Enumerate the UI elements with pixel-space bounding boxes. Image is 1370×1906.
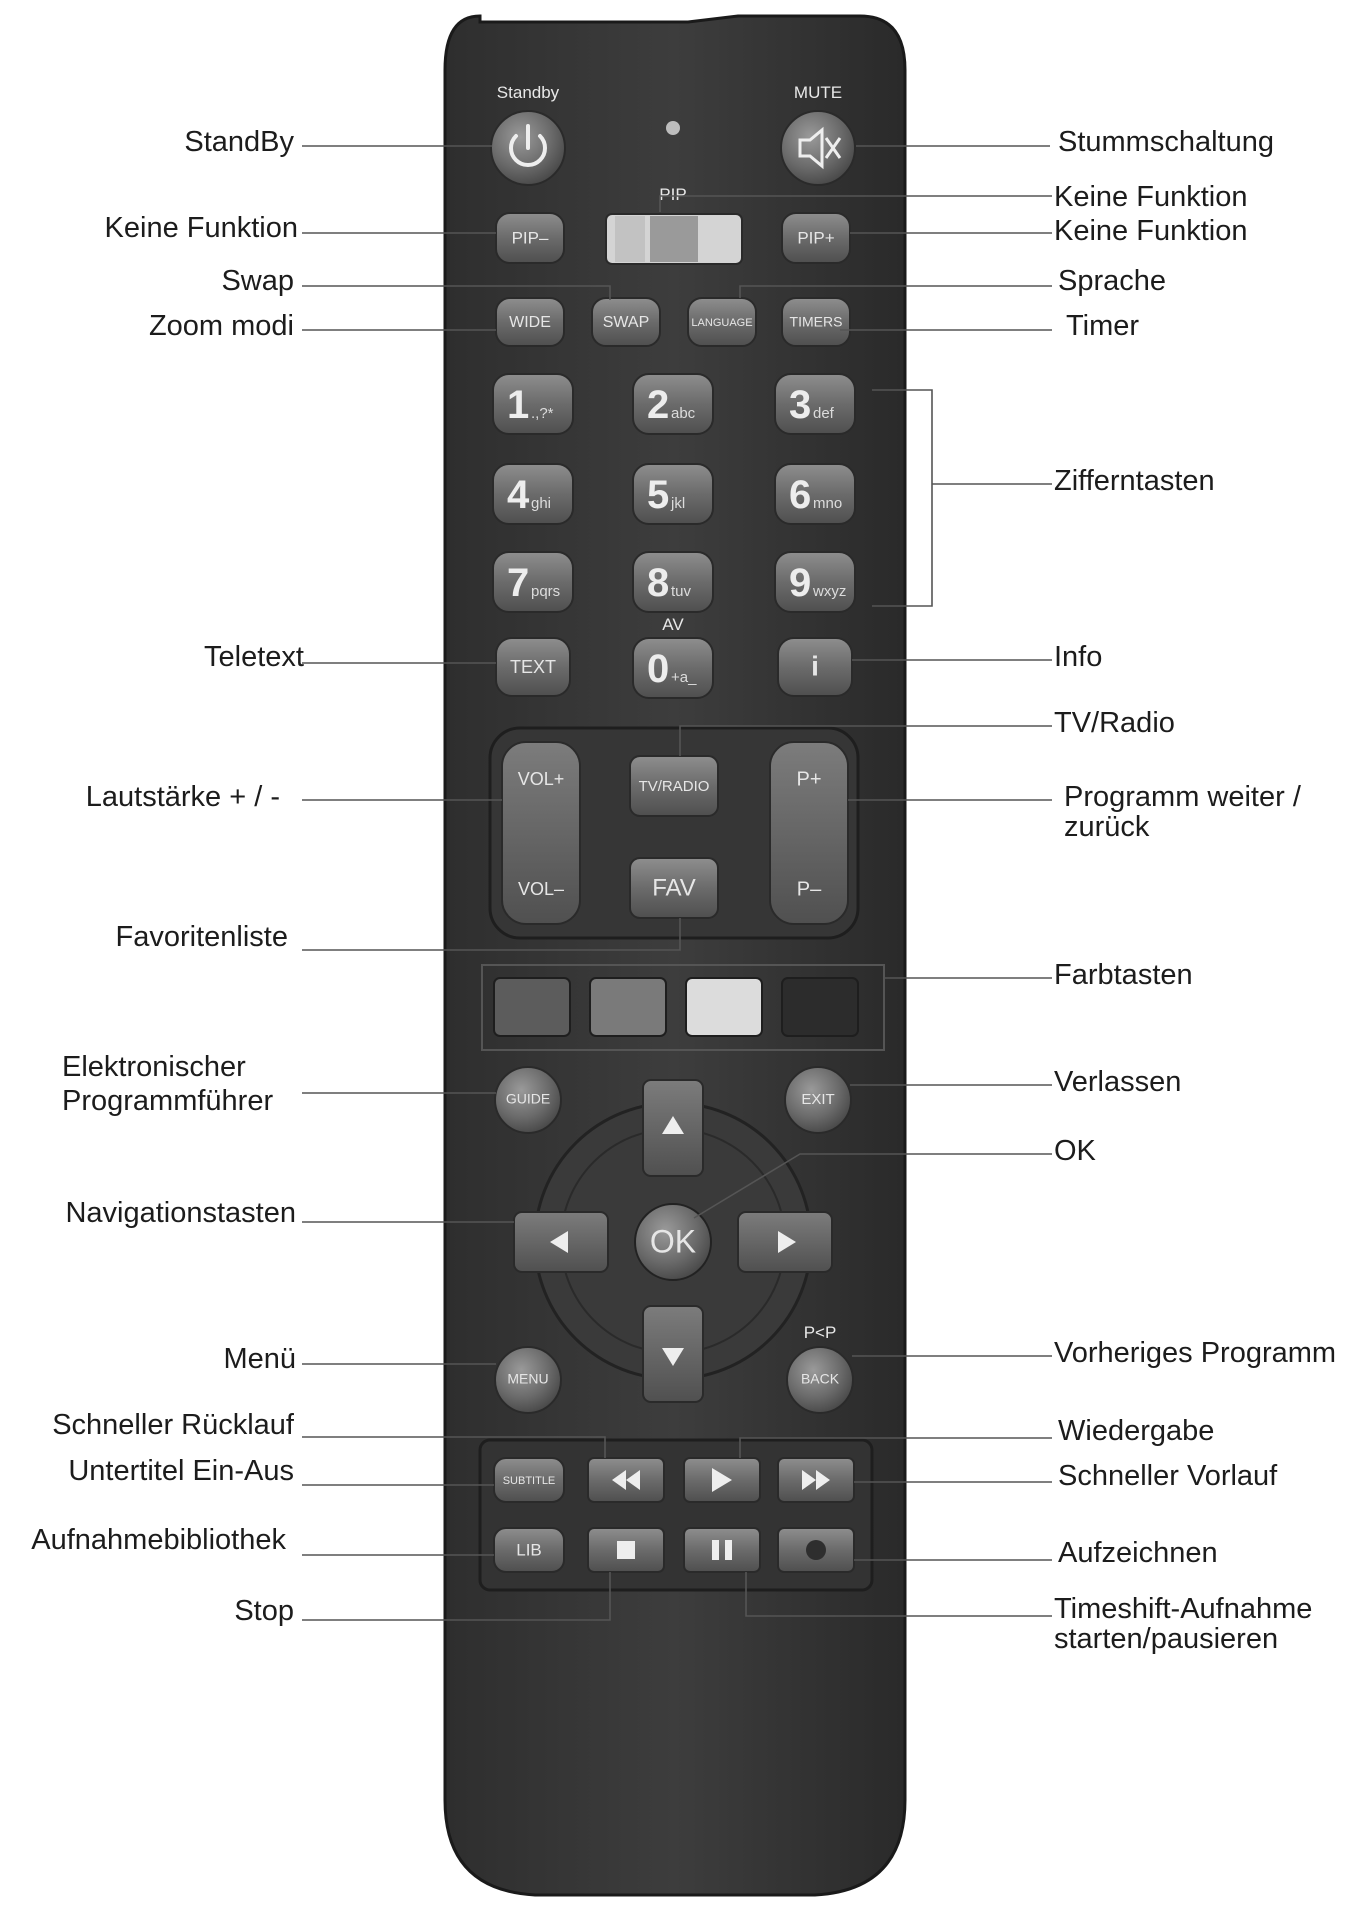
callout-menu: Menü: [223, 1343, 296, 1375]
digit-2-number: 2: [647, 383, 670, 427]
callout-recordings-library: Aufnahmebibliothek: [31, 1524, 286, 1556]
callout-tvradio: TV/Radio: [1054, 707, 1175, 739]
language-label: LANGUAGE: [691, 316, 753, 329]
callout-language: Sprache: [1058, 265, 1167, 297]
digit-6-number: 6: [789, 473, 812, 517]
callout-teletext: Teletext: [204, 641, 304, 673]
callout-play: Wiedergabe: [1058, 1415, 1215, 1447]
digit-7-button[interactable]: [493, 552, 573, 612]
callout-no-function-pip-plus: Keine Funktion: [1054, 215, 1248, 247]
menu-label: MENU: [507, 1370, 549, 1387]
wide-label: WIDE: [509, 314, 551, 332]
callout-timeshift-line1: Timeshift-Aufnahme: [1054, 1593, 1313, 1625]
swap-label: SWAP: [602, 314, 650, 332]
callout-rewind: Schneller Rücklauf: [52, 1409, 294, 1441]
guide-button[interactable]: [495, 1067, 561, 1133]
subtitle-label: SUBTITLE: [502, 1474, 556, 1487]
lib-label: LIB: [516, 1540, 542, 1560]
digit-3-button[interactable]: [775, 374, 855, 434]
digit-0-number: 0: [647, 647, 670, 691]
digit-5-button[interactable]: [633, 464, 713, 524]
right-button[interactable]: [738, 1212, 832, 1272]
info-label: i: [811, 650, 819, 682]
digit-0-button[interactable]: [633, 638, 713, 698]
digit-5-number: 5: [647, 473, 670, 517]
digit-4-letters: ghi: [531, 495, 552, 512]
guide-label: GUIDE: [505, 1090, 551, 1107]
pip-button[interactable]: [606, 214, 742, 264]
callout-mute: Stummschaltung: [1058, 126, 1274, 158]
callout-zoom-modes: Zoom modi: [148, 310, 294, 342]
lib-button[interactable]: [494, 1528, 564, 1572]
pip-minus-button[interactable]: [496, 213, 564, 263]
digit-3-number: 3: [789, 383, 812, 427]
callout-favorites: Favoritenliste: [115, 921, 288, 953]
color-key-3[interactable]: [686, 978, 762, 1036]
subtitle-button[interactable]: [494, 1458, 564, 1502]
callout-timeshift: [1054, 1594, 1312, 1655]
stop-icon: [617, 1541, 635, 1559]
pip-top-label: PIP: [659, 185, 687, 204]
pip-plus-label: PIP+: [797, 228, 835, 248]
digit-5-letters: jkl: [671, 495, 686, 512]
p-plus-label: P+: [796, 768, 822, 791]
callout-epg: [62, 1052, 273, 1117]
digit-0-letters: +a_: [671, 669, 697, 686]
fast-forward-button[interactable]: [778, 1458, 854, 1502]
callout-standby: StandBy: [184, 126, 294, 158]
text-label: TEXT: [509, 656, 557, 677]
digit-2-letters: abc: [671, 405, 696, 422]
digit-2-button[interactable]: [633, 374, 713, 434]
vol-plus-label: VOL+: [517, 768, 565, 789]
down-button[interactable]: [643, 1306, 703, 1402]
digit-4-number: 4: [507, 473, 530, 517]
callout-program: [1064, 782, 1301, 843]
back-button[interactable]: [787, 1347, 853, 1413]
exit-label: EXIT: [801, 1090, 835, 1108]
digit-8-number: 8: [647, 561, 670, 605]
callout-epg-line1: Elektronischer: [62, 1051, 246, 1083]
digit-7-number: 7: [507, 561, 530, 605]
callout-stop: Stop: [234, 1595, 294, 1627]
color-key-4[interactable]: [782, 978, 858, 1036]
digit-1-number: 1: [507, 383, 530, 427]
digit-7-letters: pqrs: [531, 583, 561, 600]
digit-3-letters: def: [813, 405, 834, 422]
fav-label: FAV: [652, 874, 696, 902]
callout-navigation: Navigationstasten: [65, 1197, 296, 1229]
tvradio-button[interactable]: [630, 756, 718, 816]
pcp-top-label: P<P: [803, 1323, 837, 1342]
ok-label: OK: [649, 1223, 697, 1260]
led-indicator: [666, 121, 680, 135]
digit-9-number: 9: [789, 561, 812, 605]
up-button[interactable]: [643, 1080, 703, 1176]
digit-9-letters: wxyz: [813, 583, 847, 600]
callout-swap: Swap: [221, 265, 294, 297]
callout-ok: OK: [1054, 1135, 1096, 1167]
stop-button[interactable]: [588, 1528, 664, 1572]
mute-button[interactable]: [781, 111, 855, 185]
callout-epg-line2: Programmführer: [62, 1085, 274, 1118]
back-label: BACK: [800, 1370, 840, 1387]
swap-button[interactable]: [592, 298, 660, 346]
language-button[interactable]: [688, 298, 756, 346]
timers-button[interactable]: [782, 298, 850, 346]
callout-digits: Zifferntasten: [1054, 465, 1215, 497]
play-button[interactable]: [684, 1458, 760, 1502]
text-button[interactable]: [496, 638, 570, 696]
callout-record: Aufzeichnen: [1058, 1537, 1218, 1569]
digit-8-letters: tuv: [671, 583, 692, 600]
callout-previous-program: Vorheriges Programm: [1054, 1337, 1337, 1369]
standby-button[interactable]: [491, 111, 565, 185]
digit-1-button[interactable]: [493, 374, 573, 434]
rewind-button[interactable]: [588, 1458, 664, 1502]
callout-exit: Verlassen: [1054, 1066, 1182, 1098]
menu-button[interactable]: [495, 1347, 561, 1413]
program-rocker[interactable]: [770, 742, 848, 924]
digit-1-letters: .,?*: [531, 405, 554, 422]
callout-no-function-pip-minus: Keine Funktion: [104, 212, 298, 244]
callout-volume: Lautstärke + / -: [85, 781, 280, 813]
pip-minus-label: PIP–: [511, 228, 549, 248]
digit-4-button[interactable]: [493, 464, 573, 524]
left-button[interactable]: [514, 1212, 608, 1272]
digit-6-button[interactable]: [775, 464, 855, 524]
tvradio-label: TV/RADIO: [638, 777, 710, 795]
callout-timer: Timer: [1066, 310, 1140, 342]
pause-button[interactable]: [684, 1528, 760, 1572]
digit-9-button[interactable]: [775, 552, 855, 612]
wide-button[interactable]: [496, 298, 564, 346]
vol-minus-label: VOL–: [517, 878, 565, 899]
callout-color-keys: Farbtasten: [1054, 959, 1193, 991]
p-minus-label: P–: [796, 878, 822, 901]
callout-program-line2: zurück: [1064, 811, 1150, 844]
exit-button[interactable]: [785, 1067, 851, 1133]
callout-program-line1: Programm weiter /: [1064, 781, 1301, 813]
color-key-1[interactable]: [494, 978, 570, 1036]
record-button[interactable]: [778, 1528, 854, 1572]
color-key-2[interactable]: [590, 978, 666, 1036]
callout-info: Info: [1054, 641, 1103, 673]
mute-top-label: MUTE: [793, 83, 843, 102]
volume-rocker[interactable]: [502, 742, 580, 924]
callout-timeshift-line2: starten/pausieren: [1054, 1623, 1279, 1656]
pip-plus-button[interactable]: [782, 213, 850, 263]
timers-label: TIMERS: [789, 313, 843, 330]
callout-subtitle: Untertitel Ein-Aus: [68, 1455, 294, 1487]
fav-button[interactable]: [630, 858, 718, 918]
digit-8-button[interactable]: [633, 552, 713, 612]
digit-6-letters: mno: [813, 495, 843, 512]
callout-fast-forward: Schneller Vorlauf: [1058, 1460, 1278, 1492]
record-icon: [806, 1540, 826, 1560]
callout-no-function-pip: Keine Funktion: [1054, 181, 1248, 213]
standby-top-label: Standby: [496, 83, 560, 102]
av-top-label: AV: [662, 615, 684, 634]
info-button[interactable]: [778, 638, 852, 696]
